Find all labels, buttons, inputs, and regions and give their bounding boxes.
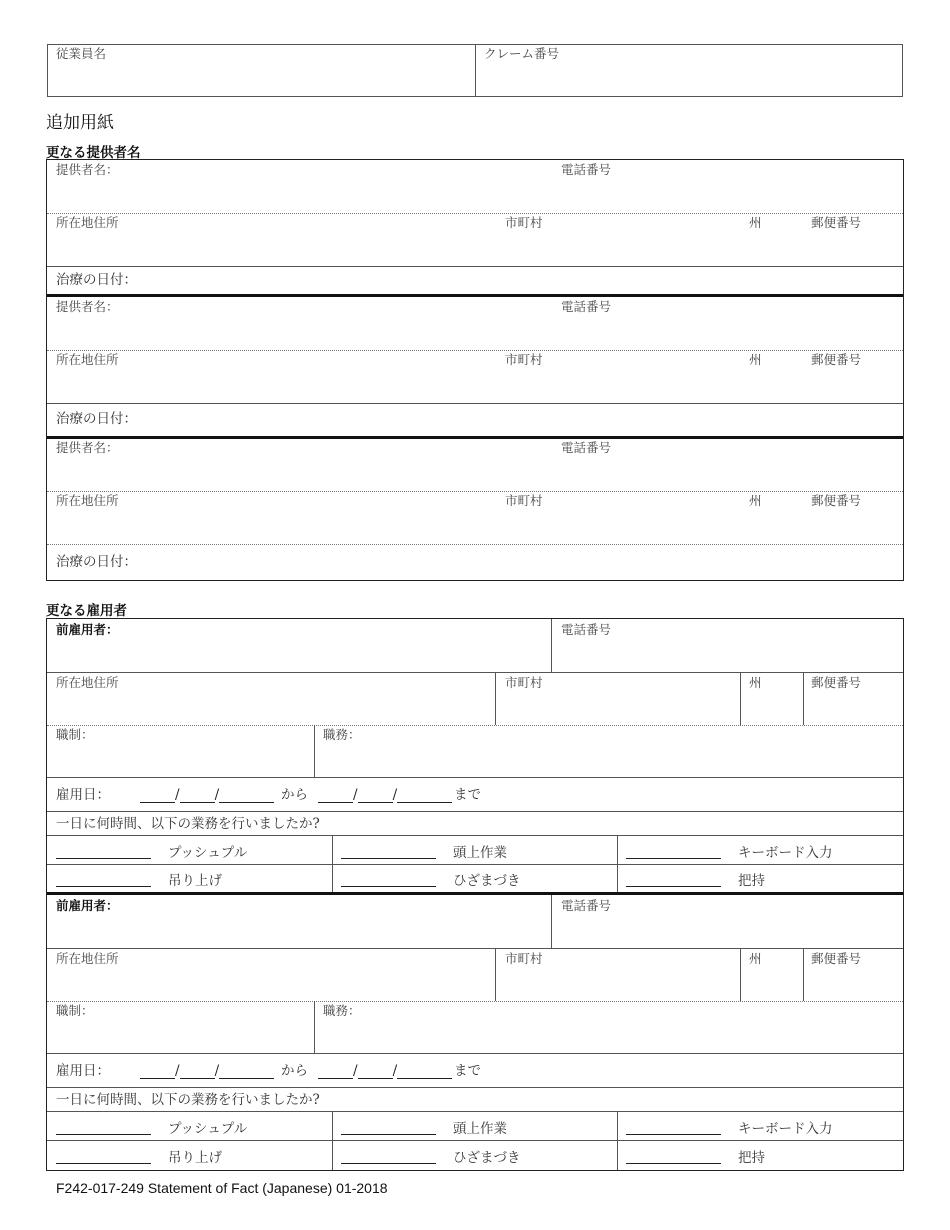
provider-phone-field[interactable] bbox=[561, 178, 891, 210]
job-class-label: 職制： bbox=[56, 727, 94, 742]
employer-state-field[interactable] bbox=[745, 691, 800, 723]
employer-state-label: 州 bbox=[749, 951, 762, 966]
task-hours-input[interactable] bbox=[341, 1121, 436, 1135]
provider-name-label: 提供者名： bbox=[56, 440, 119, 455]
employer-city-field[interactable] bbox=[505, 691, 735, 723]
provider-phone-label: 電話番号 bbox=[561, 440, 612, 455]
employer-phone-field[interactable] bbox=[561, 638, 891, 670]
to-label: まで bbox=[454, 1063, 481, 1079]
employer-zip-label: 郵便番号 bbox=[811, 951, 862, 966]
employer-zip-field[interactable] bbox=[808, 691, 900, 723]
provider-name-label: 提供者名： bbox=[56, 162, 119, 177]
claim-number-field[interactable] bbox=[478, 62, 900, 94]
task-label: プッシュプル bbox=[168, 845, 248, 861]
task-label: 把持 bbox=[738, 873, 765, 889]
provider-zip-label: 郵便番号 bbox=[811, 352, 862, 367]
employer-state-label: 州 bbox=[749, 675, 762, 690]
task-hours-input[interactable] bbox=[341, 845, 436, 859]
task-hours-input[interactable] bbox=[56, 1121, 151, 1135]
provider-treatment-date-field[interactable] bbox=[150, 547, 890, 577]
duties-label: 職務： bbox=[323, 727, 361, 742]
task-label: 頭上作業 bbox=[453, 845, 507, 861]
task-hours-input[interactable] bbox=[341, 1150, 436, 1164]
from-label: から bbox=[281, 787, 308, 803]
duties-field[interactable] bbox=[323, 1019, 893, 1051]
task-hours-input[interactable] bbox=[56, 845, 151, 859]
task-hours-input[interactable] bbox=[56, 1150, 151, 1164]
provider-phone-field[interactable] bbox=[561, 315, 891, 347]
task-hours-input[interactable] bbox=[626, 845, 721, 859]
employer-name-field[interactable] bbox=[56, 914, 546, 946]
provider-name-field[interactable] bbox=[56, 456, 536, 488]
provider-address-field[interactable] bbox=[56, 368, 496, 400]
hours-question: 一日に何時間、以下の業務を行いましたか? bbox=[56, 1092, 320, 1108]
employer-name-field[interactable] bbox=[56, 638, 546, 670]
provider-zip-label: 郵便番号 bbox=[811, 215, 862, 230]
provider-address-field[interactable] bbox=[56, 509, 496, 541]
employer-address-field[interactable] bbox=[56, 691, 486, 723]
page-title: 追加用紙 bbox=[46, 113, 114, 133]
task-label: 頭上作業 bbox=[453, 1121, 507, 1137]
provider-name-field[interactable] bbox=[56, 178, 536, 210]
employer-state-field[interactable] bbox=[745, 967, 800, 999]
task-label: 吊り上げ bbox=[168, 1150, 222, 1166]
task-hours-input[interactable] bbox=[626, 873, 721, 887]
provider-city-label: 市町村 bbox=[505, 352, 543, 367]
provider-city-label: 市町村 bbox=[505, 215, 543, 230]
provider-address-label: 所在地住所 bbox=[56, 352, 119, 367]
task-label: プッシュプル bbox=[168, 1121, 248, 1137]
task-hours-input[interactable] bbox=[626, 1150, 721, 1164]
providers-section-title: 更なる提供者名 bbox=[46, 145, 141, 161]
employee-name-label: 従業員名 bbox=[56, 46, 107, 61]
provider-treatment-date-field[interactable] bbox=[150, 406, 890, 432]
task-hours-input[interactable] bbox=[56, 873, 151, 887]
hours-question: 一日に何時間、以下の業務を行いましたか? bbox=[56, 816, 320, 832]
form-id-footer: F242-017-249 Statement of Fact (Japanese) 01-2018 bbox=[56, 1180, 388, 1196]
employer-zip-field[interactable] bbox=[808, 967, 900, 999]
provider-address-label: 所在地住所 bbox=[56, 215, 119, 230]
employment-dates-label: 雇用日： bbox=[56, 1063, 110, 1079]
provider-phone-field[interactable] bbox=[561, 456, 891, 488]
employment-date-to[interactable]: / / bbox=[318, 1063, 452, 1079]
employer-city-label: 市町村 bbox=[505, 675, 543, 690]
provider-state-label: 州 bbox=[749, 352, 762, 367]
duties-label: 職務： bbox=[323, 1003, 361, 1018]
duties-field[interactable] bbox=[323, 743, 893, 775]
task-label: キーボード入力 bbox=[738, 1121, 833, 1137]
employer-name-label: 前雇用者： bbox=[56, 898, 119, 913]
employers-section-title: 更なる雇用者 bbox=[46, 603, 127, 619]
employment-dates-label: 雇用日： bbox=[56, 787, 110, 803]
employment-date-from[interactable]: / / bbox=[140, 1063, 274, 1079]
provider-state-label: 州 bbox=[749, 215, 762, 230]
provider-address-label: 所在地住所 bbox=[56, 493, 119, 508]
job-class-label: 職制： bbox=[56, 1003, 94, 1018]
task-label: キーボード入力 bbox=[738, 845, 833, 861]
claim-number-label: クレーム番号 bbox=[484, 46, 560, 61]
task-label: 把持 bbox=[738, 1150, 765, 1166]
employer-zip-label: 郵便番号 bbox=[811, 675, 862, 690]
to-label: まで bbox=[454, 787, 481, 803]
employment-date-from[interactable]: / / bbox=[140, 787, 274, 803]
employer-address-field[interactable] bbox=[56, 967, 486, 999]
provider-treatment-date-label: 治療の日付： bbox=[56, 272, 137, 288]
employer-address-label: 所在地住所 bbox=[56, 951, 119, 966]
provider-phone-label: 電話番号 bbox=[561, 162, 612, 177]
employer-city-label: 市町村 bbox=[505, 951, 543, 966]
provider-address-field[interactable] bbox=[56, 231, 496, 263]
provider-city-label: 市町村 bbox=[505, 493, 543, 508]
provider-name-label: 提供者名： bbox=[56, 299, 119, 314]
employment-date-to[interactable]: / / bbox=[318, 787, 452, 803]
provider-zip-label: 郵便番号 bbox=[811, 493, 862, 508]
job-class-field[interactable] bbox=[56, 1019, 306, 1051]
task-hours-input[interactable] bbox=[341, 873, 436, 887]
task-hours-input[interactable] bbox=[626, 1121, 721, 1135]
employer-city-field[interactable] bbox=[505, 967, 735, 999]
employer-phone-label: 電話番号 bbox=[561, 622, 612, 637]
provider-treatment-date-label: 治療の日付： bbox=[56, 411, 137, 427]
employer-name-label: 前雇用者： bbox=[56, 622, 119, 637]
employer-address-label: 所在地住所 bbox=[56, 675, 119, 690]
from-label: から bbox=[281, 1063, 308, 1079]
task-label: 吊り上げ bbox=[168, 873, 222, 889]
task-label: ひざまづき bbox=[453, 873, 521, 889]
job-class-field[interactable] bbox=[56, 743, 306, 775]
provider-treatment-date-label: 治療の日付： bbox=[56, 554, 137, 570]
provider-state-label: 州 bbox=[749, 493, 762, 508]
employee-name-field[interactable] bbox=[50, 62, 472, 94]
provider-treatment-date-field[interactable] bbox=[150, 269, 890, 293]
employer-phone-label: 電話番号 bbox=[561, 898, 612, 913]
employer-phone-field[interactable] bbox=[561, 914, 891, 946]
provider-name-field[interactable] bbox=[56, 315, 536, 347]
provider-phone-label: 電話番号 bbox=[561, 299, 612, 314]
task-label: ひざまづき bbox=[453, 1150, 521, 1166]
